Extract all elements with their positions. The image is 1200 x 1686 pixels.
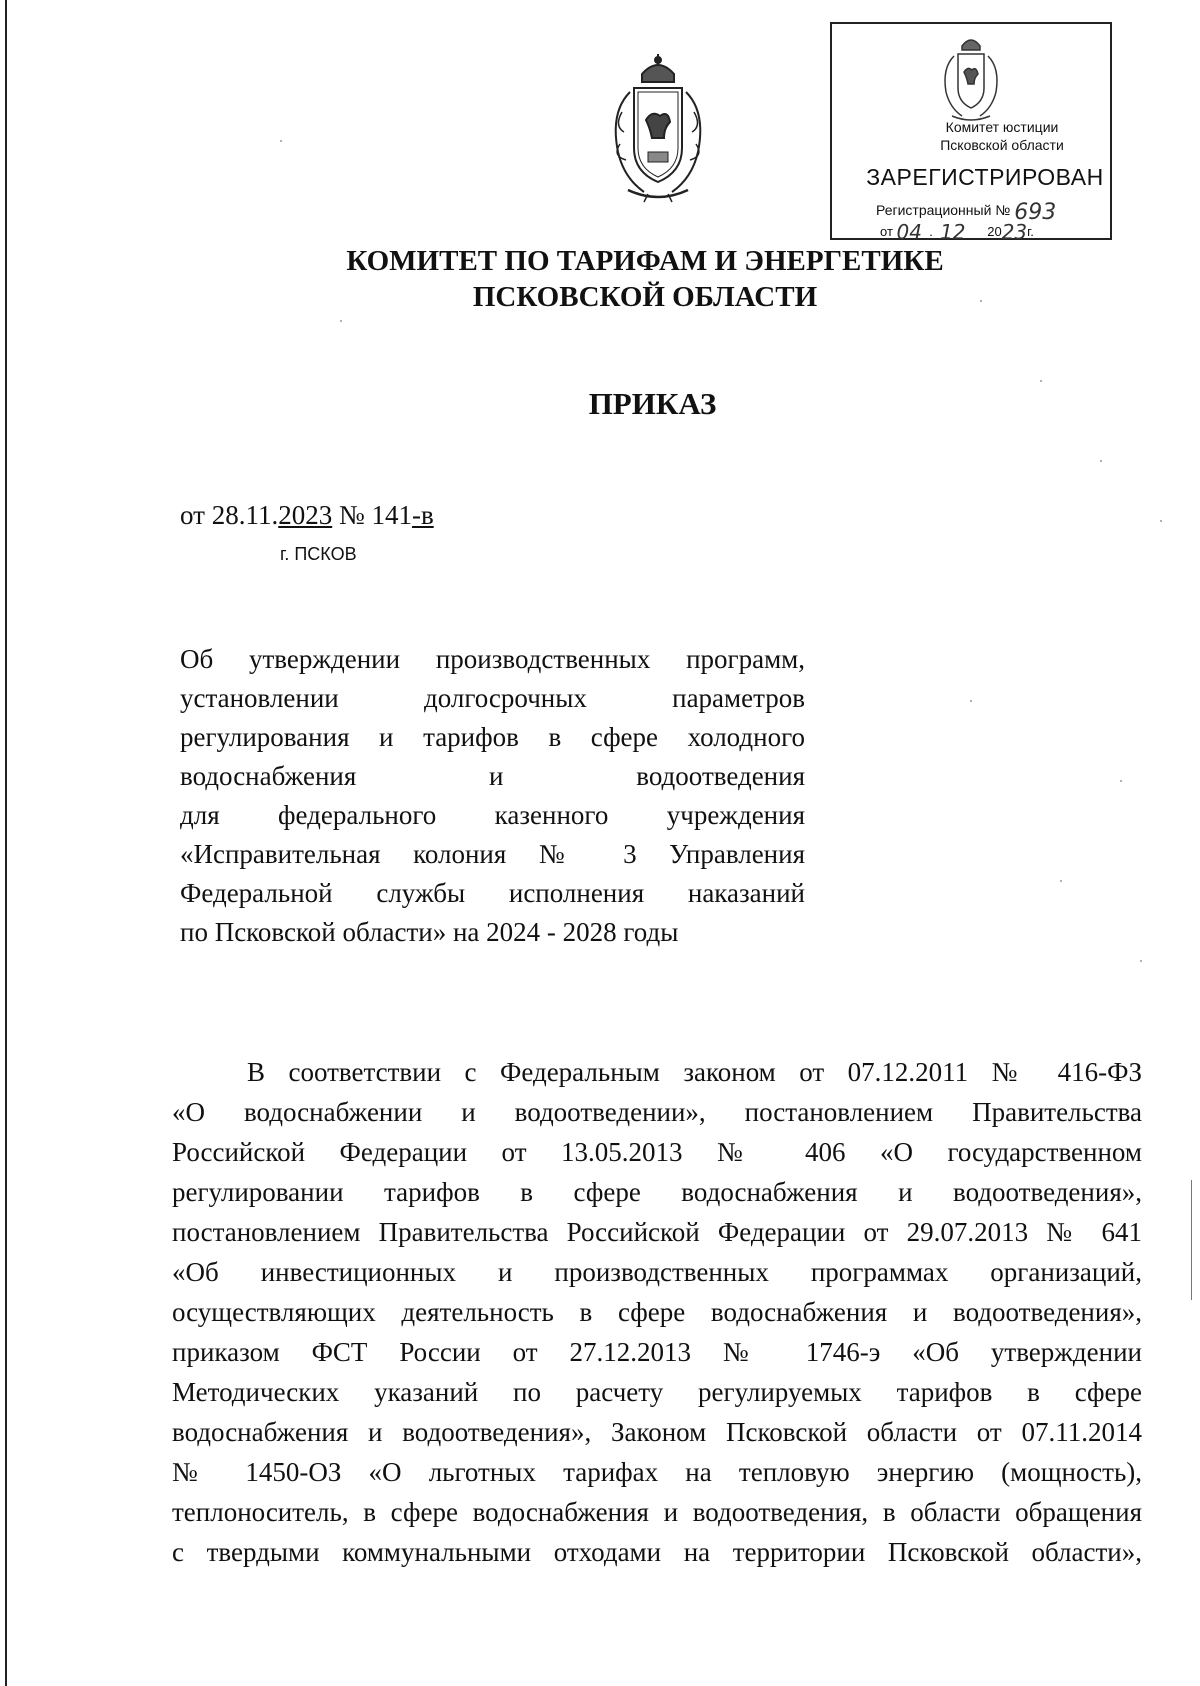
order-number-suffix: -в [411, 500, 434, 530]
order-body [172, 1052, 1142, 1572]
stamp-date-suffix: г. [1027, 224, 1034, 239]
stamp-date-year-prefix: 20 [987, 224, 1002, 239]
body-line: регулировании тарифов в сфере водоснабжения и водоотведения», [172, 1177, 1142, 1207]
organization-title-line-2: ПСКОВСКОЙ ОБЛАСТИ [472, 281, 818, 313]
body-line: осуществляющих деятельность в сфере водоснабжения и водоотведения», [172, 1297, 1142, 1327]
stamp-org-line-1: Комитет юстиции [945, 119, 1059, 135]
order-city: г. ПСКОВ [280, 544, 357, 564]
body-line: приказом ФСТ России от 27.12.2013 № 1746-э «Об утверждении [172, 1337, 1142, 1367]
scan-speck [340, 320, 342, 322]
body-line: Российской Федерации от 13.05.2013 № 406 «О государственном [172, 1137, 1142, 1167]
subject-line: для федерального казенного учреждения [180, 800, 805, 830]
body-line: «Об инвестиционных и производственных программах организаций, [172, 1257, 1142, 1287]
stamp-date-day: 04 [896, 220, 922, 244]
body-line: «О водоснабжении и водоотведении», постановлением Правительства [172, 1097, 1142, 1127]
order-date-prefix: от 28.11. [180, 500, 279, 530]
registration-stamp [830, 22, 1112, 244]
body-line: с твердыми коммунальными отходами на территории Псковской области», [172, 1537, 1142, 1567]
scan-speck [1120, 780, 1122, 782]
document-type: ПРИКАЗ [588, 386, 717, 421]
subject-line: Федеральной службы исполнения наказаний [180, 878, 805, 908]
stamp-org-line-2: Псковской области [940, 137, 1064, 153]
body-line: теплоноситель, в сфере водоснабжения и водоотведения, в области обращения [172, 1497, 1142, 1527]
scan-speck [1140, 960, 1142, 962]
scan-speck [1160, 520, 1162, 522]
scan-speck [970, 700, 972, 702]
subject-line: установлении долгосрочных параметров [180, 683, 805, 713]
coat-of-arms-icon [604, 52, 712, 204]
order-date-year: 2023 [278, 500, 333, 530]
order-date-number [180, 500, 434, 531]
scan-speck [1100, 460, 1102, 462]
body-line: В соответствии с Федеральным законом от 07.12.2011 № 416-ФЗ [247, 1057, 1142, 1087]
stamp-emblem-icon [940, 32, 1002, 124]
scan-speck [1060, 880, 1062, 882]
stamp-reg-number-value: 693 [1014, 200, 1057, 225]
stamp-date-year-suffix: 23 [1001, 220, 1028, 244]
body-line: водоснабжения и водоотведения», Законом Псковской области от 07.11.2014 [172, 1417, 1142, 1447]
subject-line: «Исправительная колония № 3 Управления [180, 839, 805, 869]
subject-line: водоснабжения и водоотведения [180, 761, 805, 791]
scan-speck [980, 300, 982, 302]
scan-speck [280, 140, 282, 142]
stamp-date-prefix: от [880, 224, 893, 239]
scan-edge-line-right [1191, 1180, 1192, 1300]
stamp-organization [892, 118, 1112, 154]
body-line: Методических указаний по расчету регулируемых тарифов в сфере [172, 1377, 1142, 1407]
stamp-reg-date: от 04 . 12 2023г. [880, 220, 1034, 244]
subject-line: по Псковской области» на 2024 - 2028 годы [180, 917, 679, 947]
scan-edge-line [5, 0, 7, 1686]
body-line: постановлением Правительства Российской Федерации от 29.07.2013 № 641 [172, 1217, 1142, 1247]
stamp-reg-number-label: Регистрационный № [876, 202, 1011, 218]
organization-title-line-1: КОМИТЕТ ПО ТАРИФАМ И ЭНЕРГЕТИКЕ [346, 245, 944, 277]
scan-speck [1040, 380, 1042, 382]
body-line: № 1450-ОЗ «О льготных тарифах на тепловую энергию (мощность), [172, 1457, 1142, 1487]
subject-line: Об утверждении производственных программ, [180, 644, 805, 674]
stamp-date-month: 12 [940, 220, 966, 244]
subject-line: регулирования и тарифов в сфере холодного [180, 722, 805, 752]
stamp-status: ЗАРЕГИСТРИРОВАН [866, 164, 1104, 190]
order-number: № 141 [332, 500, 412, 530]
order-subject [180, 640, 805, 952]
